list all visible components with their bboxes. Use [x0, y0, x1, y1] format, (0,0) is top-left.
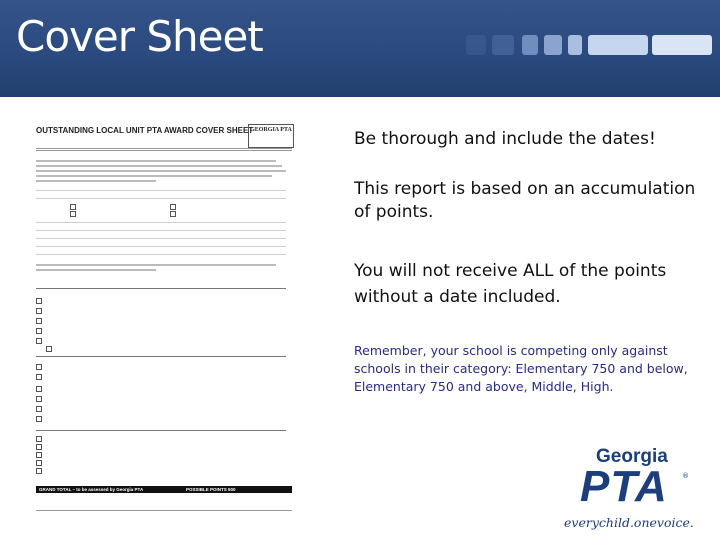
section-line: [36, 356, 286, 357]
logo-state: Georgia: [596, 446, 668, 467]
form-line: [36, 198, 286, 199]
text-line: [36, 269, 156, 271]
bullet-3: You will not receive ALL of the points without a date included.: [354, 261, 667, 307]
form-line: [36, 222, 286, 223]
checkbox: [36, 460, 42, 466]
checkbox: [70, 211, 76, 217]
checkbox: [36, 386, 42, 392]
decor-bar: [522, 35, 538, 55]
checkbox: [170, 211, 176, 217]
checkbox: [36, 374, 42, 380]
section-line: [36, 288, 286, 289]
checkbox: [36, 364, 42, 370]
decor-bar: [652, 35, 712, 55]
cover-sheet-document-image: [30, 118, 298, 532]
checkbox: [170, 204, 176, 210]
decor-bar: [492, 35, 514, 55]
text-line: [36, 165, 282, 167]
checkbox: [70, 204, 76, 210]
document-logo: GEORGIA PTA: [248, 124, 294, 148]
checkbox: [36, 444, 42, 450]
text-line: [36, 175, 272, 177]
bullet-1: Be thorough and include the dates!: [354, 129, 656, 149]
form-line: [36, 246, 286, 247]
checkbox: [36, 328, 42, 334]
checkbox: [36, 308, 42, 314]
form-line: [36, 190, 286, 191]
slide-title: Cover Sheet: [16, 12, 263, 61]
checkbox: [36, 338, 42, 344]
form-line: [36, 230, 286, 231]
checkbox: [36, 416, 42, 422]
decor-bar: [466, 35, 486, 55]
decor-bar: [588, 35, 648, 55]
form-line: [36, 238, 286, 239]
georgia-pta-logo: [558, 442, 718, 538]
bullet-2: This report is based on an accumulation of points.: [354, 179, 696, 222]
checkbox: [36, 318, 42, 324]
logo-org: PTA: [580, 462, 668, 511]
text-line: [36, 180, 156, 182]
slide-header: [0, 0, 720, 97]
divider: [36, 148, 292, 149]
text-line: [36, 264, 276, 266]
checkbox: [36, 468, 42, 474]
form-line: [36, 254, 286, 255]
checkbox: [36, 452, 42, 458]
logo-tagline: everychild.onevoice.: [564, 515, 694, 530]
bullet-4: Remember, your school is competing only against schools in their category: Elementary 750 and below, Elementary 750 and above, Middle, High.: [354, 343, 688, 394]
possible-points-label: POSSIBLE POINTS 500: [186, 487, 236, 492]
checkbox: [36, 396, 42, 402]
divider: [36, 150, 292, 151]
document-title: OUTSTANDING LOCAL UNIT PTA AWARD COVER SHEET: [36, 126, 254, 135]
text-line: [36, 170, 286, 172]
logo-registered-mark: ®: [682, 472, 689, 480]
decor-bar: [568, 35, 582, 55]
footer-line: [36, 510, 292, 511]
text-line: [36, 160, 276, 162]
checkbox: [46, 346, 52, 352]
checkbox: [36, 298, 42, 304]
checkbox: [36, 406, 42, 412]
grand-total-label: GRAND TOTAL – to be assessed by Georgia PTA: [39, 487, 144, 492]
checkbox: [36, 436, 42, 442]
grand-total-bar: [36, 486, 292, 493]
decor-bar: [544, 35, 562, 55]
section-line: [36, 430, 286, 431]
